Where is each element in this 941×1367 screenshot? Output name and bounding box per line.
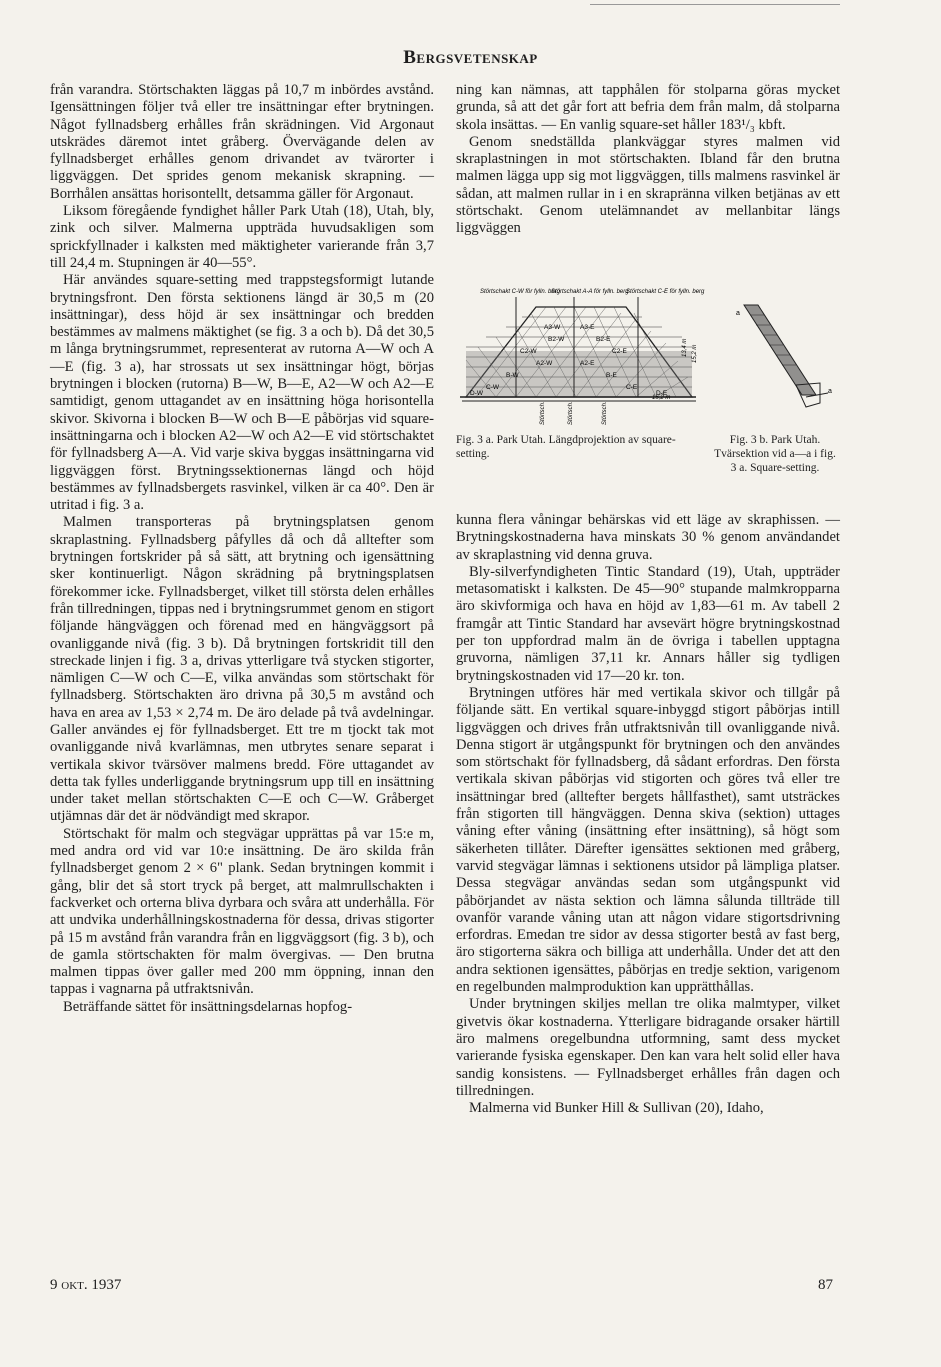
- footer-date: 9 okt. 1937: [50, 1277, 122, 1293]
- paragraph: Under brytningen skiljes mellan tre olika malmtyper, vilket givetvis ökar kostnaderna. Ytterligare bidragande orsaker härtill äro malmens oregelbundna utformning, samt dess mycket varierande fysiska egenskaper. Den kan vara helt solid eller hava sandig konsistens. — Fyllnadsberget erhålles från dagen och tillredningen.: [456, 996, 840, 1099]
- block-label: C-E: [626, 384, 638, 391]
- page-number: 87: [818, 1277, 833, 1293]
- block-label: A3-W: [544, 324, 561, 331]
- block-label: A3-E: [580, 324, 595, 331]
- figure-3b-drawing: [736, 305, 832, 407]
- paragraph: Beträffande sättet för insättningsdelarnas hopfog-: [63, 998, 353, 1015]
- paragraph: Här användes square-setting med trappstegsformigt lutande brytningsfront. Den första sektionens längd är 30,5 m (20 insättningar), dess höjd är sex insättningar och bredden bestämmes av malmens mäktighet (se fig. 3 a och b). Då det 30,5 m långa brytningsrummet, representerat av rutorna A—W och A—E (fig. 3 a), har strossats ut sex insättningar högt, börjas brytningen i blocken (rutorna) B—W, B—E, A2—W och A2—E samtidigt, genom uttagandet av en insättning höga horisontella skivor. Skivorna i blocken B—W och B—E påbörjas vid square-insättningarna och i blocken A2—W och A2—E vid störtschaktet för fyllnadsberg A—A. Vid varje skiva byggas insättningarna vid liggväggen först. Brytningssektionernas längd och höjd bestämmes av fyllnadsbergets rasvinkel, vilken är ca 40°. Den är utritad i fig. 3 a.: [50, 272, 434, 514]
- dim-label-h: 15,2 m: [652, 395, 671, 401]
- figure-3a-drawing: [460, 289, 705, 425]
- block-label: D-E: [656, 390, 668, 397]
- dim-label-v2: 15,2 m: [692, 344, 698, 363]
- paragraph: Malmen transporteras på brytningsplatsen genom skraplastning. Fyllnadsberg påfylles då och då alltefter som brytningen fortskrider på så sätt, att brytning och igensättning sker kontinuerligt. Någon skrädning på brytningsplatsen förekommer icke. Fyllnadsberget, vilket till största delen erhålles från tillredningen, tippas ned i brytningsrummet genom en stigort följande hängväggen och förenad med en hängväggsort på ovanliggande nivå (fig. 3 b). Då brytningen fortskridit till den streckade linjen i fig. 3 a, drivas ytterligare två stycken stigorter, nämligen C—W och C—E, vilka användas som störtschakt för fyllnadsberg. Störtschakten äro drivna på 30,5 m avstånd och hava en area av 1,53 × 2,74 m. De äro delade på två avdelningar. Galler användes ej för fyllnadsberget. Ett tre m tjockt tak mot ovanliggande nivå kvarlämnas, men utbrytes senare separat i vertikala skivor tvärsöver malmens bredd. Före uttagandet av detta tak fylles underliggande brytningsrum upp till en insättning under taket mellan störtschakten C—E och C—W. Gråberget utjämnas där det är nödvändigt med skrapor.: [50, 514, 434, 825]
- block-label: A2-E: [580, 360, 595, 367]
- paragraph: Genom snedställda plankväggar styres malmen vid skraplastningen in mot störtschakten. Ibland får den brutna malmen lägga upp sig mot liggväggen, tills malmens rasvinkel är sådan, att malmen rullar in i en skrapränna vilken betjänas av ett störtschakt. Genom utelämnandet av mellanbitar längs liggväggen: [456, 133, 840, 237]
- paragraph: ning kan nämnas, att tapphålen för stolparna göras mycket grunda, så att det går fort att befria dem från malm, då stolparna skola insättas. — En vanlig square-set håller 183¹/₃ kbft.: [456, 82, 840, 133]
- block-label: C2-E: [612, 348, 627, 355]
- paragraph: Brytningen utföres här med vertikala skivor och tillgår på följande sätt. En vertikal square-inbyggd stigort påbörjas intill liggväggen och drives från utfraktsnivån till ovanliggande nivå. Denna stigort är utgångspunkt för brytningen och den användes som störtschakt för fyllnadsberg, då sådant erfordras. Den första vertikala skivan påbörjas vid stigorten och göres två eller tre insättningar bred (alltefter bergets hållfasthet), samt utsträckes från stigorten till hängväggen. Denna skiva (sektion) uttages våning efter våning (insättning efter insättning), så högt som säkerheten tillåter. Därefter igensättes sektionen med gråberg, varvid stegvägar lämnas i sektionens utsidor på lämpliga platser. Dessa stegvägar användas sedan som utgångspunkt vid påbörjandet av nästa sektion och lämna sålunda tillträde till ovanför varande våning utan att någon vidare stigortsdrivning erfordras. Emedan tre sidor av dessa stigorter bestå av fast berg, äro stigorterna säkra och billiga att underhålla. Under det att den andra sektionen igensättes, påbörjas en tredje sektion, varigenom en regelbunden malmproduktion kan upprätthållas.: [456, 684, 840, 996]
- block-label: A2-W: [536, 360, 553, 367]
- right-column-top: [456, 82, 840, 238]
- label-aa: Störtschakt A-A för fylln. berg: [551, 289, 629, 295]
- block-label: B-W: [506, 372, 519, 379]
- left-column: [50, 82, 434, 1016]
- paragraph: Bly-silverfyndigheten Tintic Standard (19), Utah, uppträder metasomatiskt i kalksten. De 45—90° stupande malmkropparna äro skivformiga och hava en höjd av 1,83—61 m. Av tabell 2 framgår att Tintic Standard har avsevärt högre brytningskostnad per ton uppfordrad malm än de övriga i tabellen upptagna gruvorna, nämligen 37,11 kr. Annars håller sig tydligen brytningskostnaden vid 17—20 kr. ton.: [456, 563, 840, 684]
- label-cw: Störtschakt C-W för fylln. berg: [480, 289, 561, 295]
- label-ce: Störtschakt C-E för fylln. berg: [626, 289, 705, 295]
- right-column-bottom: [456, 512, 840, 1117]
- shaft-label: Störtsch.: [568, 401, 574, 425]
- page-header: Bergsvetenskap: [403, 47, 538, 68]
- shaft-label: Störtsch.: [602, 401, 608, 425]
- paragraph: Malmerna vid Bunker Hill & Sullivan (20), Idaho,: [469, 1100, 764, 1117]
- dim-label-v1: 13,4 m: [682, 338, 688, 357]
- top-rule: [590, 4, 840, 5]
- paragraph: kunna flera våningar behärskas vid ett läge av skraphissen. — Brytningskostnaderna hava minskats 30 % genom användandet av skraplastning vid denna gruva.: [456, 512, 840, 563]
- paragraph: Liksom föregående fyndighet håller Park Utah (18), Utah, bly, zink och silver. Malmerna uppträda huvudsakligen som sprickfyllnader i kalksten med mäktigheter varierande från 3,7 till 24,4 m. Stupningen är 40—55°.: [50, 203, 434, 271]
- figure-3a-caption: Fig. 3 a. Park Utah. Längdprojektion av square-setting.: [456, 434, 676, 460]
- section-mark-bottom: a: [828, 388, 832, 395]
- block-label: D-W: [470, 390, 483, 397]
- figure-3b-caption: Fig. 3 b. Park Utah. Tvärsektion vid a—a i fig. 3 a. Square-setting.: [714, 434, 836, 474]
- figure-3: [456, 285, 840, 495]
- figure-3-diagram: [456, 285, 840, 435]
- shaft-label: Störtsch.: [540, 401, 546, 425]
- paragraph: från varandra. Störtschakten läggas på 10,7 m inbördes avstånd. Igensättningen följer två eller tre insättningar efter brytningen. Något fyllnadsberg erhålles från skrädningen. Vid Argonaut utskrädes däremot intet gråberg. Övervägande delen av fyllnadsberget erhålles genom drivandet av tvärorter i liggväggen. Det sprides genom mekanisk skrapning. — Borrhålen ansättas horisontellt, detsamma gäller för Argonaut.: [50, 82, 434, 202]
- block-label: C2-W: [520, 348, 537, 355]
- paragraph: Störtschakt för malm och stegvägar upprättas på var 15:e m, med andra ord vid var 10:e insättning. De äro skilda från fyllnadsberget genom 2 × 6" plank. Sedan brytningen kommit i gång, blir det så stort tryck på berget, att malmrullschakten i fackverket och orterna bliva dyrbara och svåra att underhålla. För att undvika underhållningskostnaderna för dessa, drivas stigorter på 15 m avstånd från varandra från en liggväggsort (fig. 3 b), och de gamla störtschakten för malm övergivas. — Den brutna malmen tippas över galler med 200 mm öppning, innan den tappas i vagnarna på utfraktsnivån.: [50, 825, 434, 998]
- block-label: B2-W: [548, 336, 565, 343]
- block-label: C-W: [486, 384, 499, 391]
- section-mark-top: a: [736, 310, 740, 317]
- block-label: B-E: [606, 372, 617, 379]
- block-label: B2-E: [596, 336, 611, 343]
